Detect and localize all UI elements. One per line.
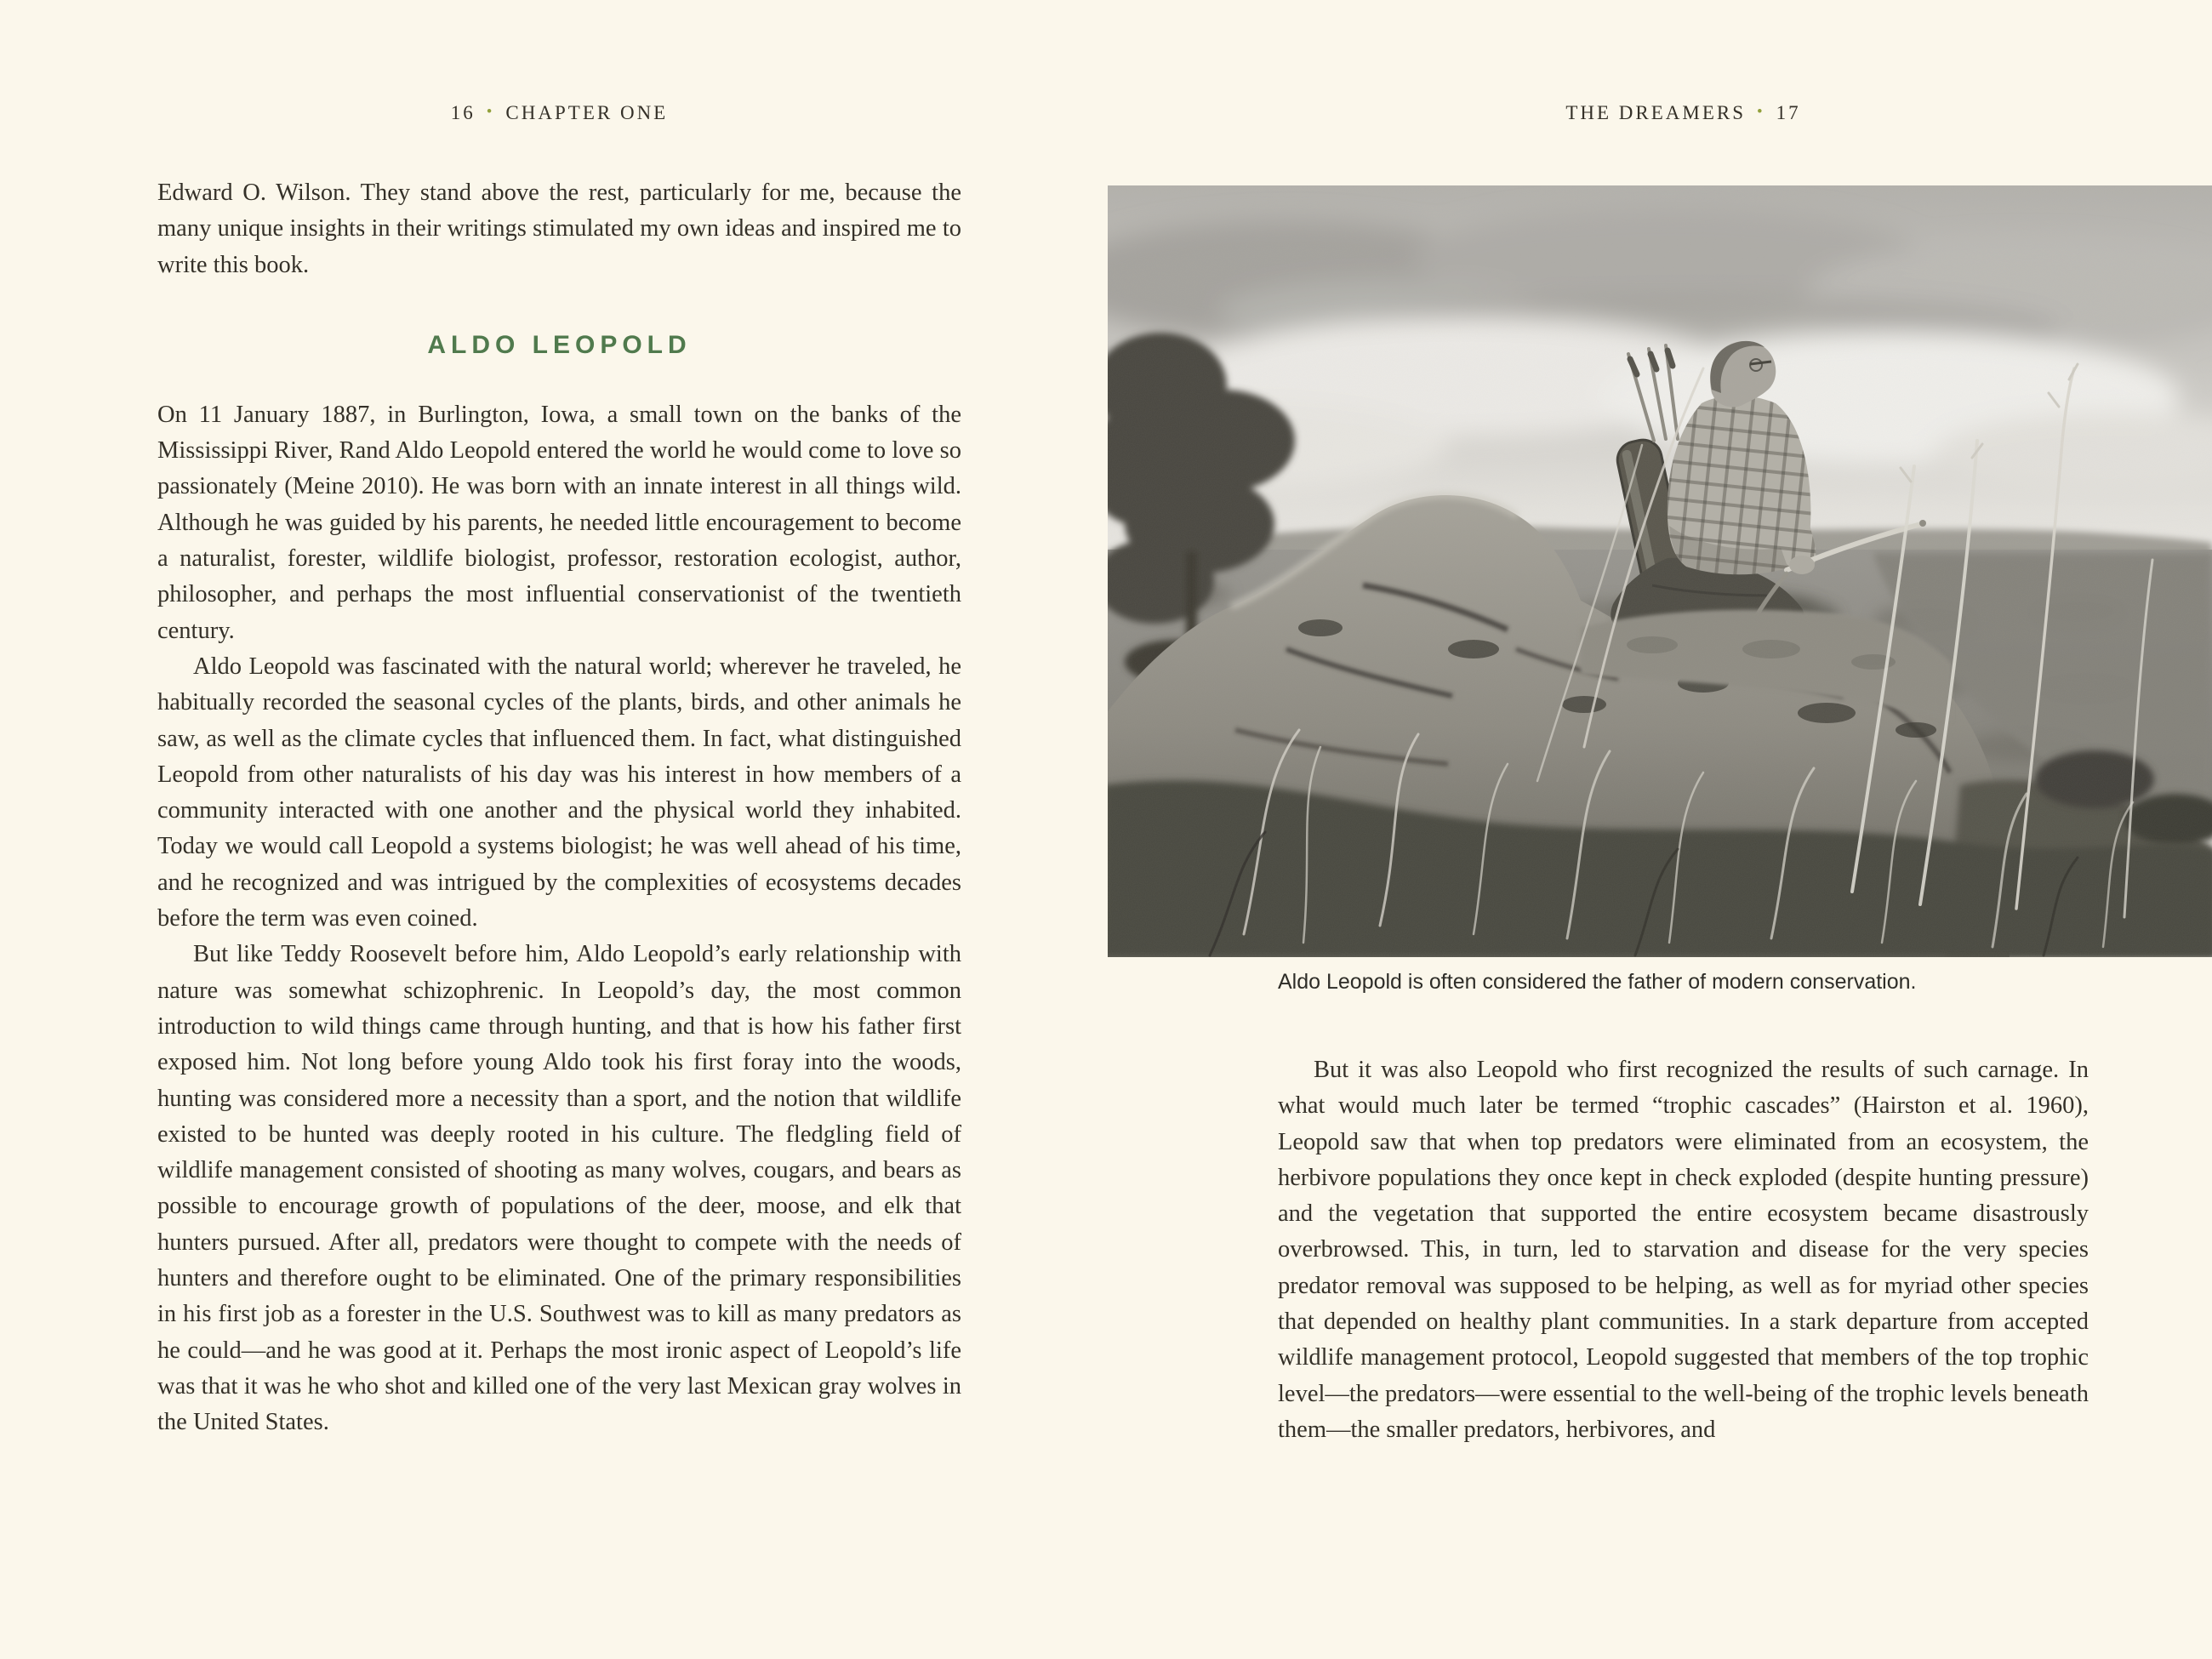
folio-dot-icon: •: [486, 103, 495, 121]
paragraph: Aldo Leopold was fascinated with the natural world; wherever he traveled, he habitually recorded the seasonal cycles of the plants, birds, and other animals he saw, as well as the climate cycles that influenced them. In fact, what distinguished Leopold from other naturalists of his day was his interest in how members of a community interacted with one another and the physical world they inhabited. Today we would call Leopold a systems biologist; he was well ahead of his time, and he recognized and was intrigued by the complexities of ecosystems decades before the term was even coined.: [157, 653, 961, 932]
section-heading: ALDO LEOPOLD: [427, 330, 692, 359]
intro-paragraphs: [157, 175, 961, 283]
left-running-head: [157, 102, 961, 124]
paragraph: Edward O. Wilson. They stand above the rest, particularly for me, because the many unique insights in their writings stimulated my own ideas and inspired me to write this book.: [157, 180, 961, 278]
right-body-paragraphs: [1278, 1052, 2089, 1448]
right-running-head-text: THE DREAMERS: [1565, 102, 1747, 123]
left-text-column: [157, 175, 961, 1441]
left-body-paragraphs: [157, 397, 961, 1441]
paragraph: On 11 January 1887, in Burlington, Iowa, a small town on the banks of the Mississippi River, Rand Aldo Leopold entered the world he would come to love so passionately (Meine 2010). He was born with an innate interest in all things wild. Although he was guided by his parents, he needed little encouragement to become a naturalist, forester, wildlife biologist, professor, restoration ecologist, author, philosopher, and perhaps the most influential conservationist of the twentieth century.: [157, 401, 961, 644]
folio-dot-icon: •: [1757, 103, 1765, 121]
right-folio: 17: [1776, 102, 1801, 123]
leopold-photo: [1108, 185, 2212, 957]
left-running-head-text: CHAPTER ONE: [505, 102, 669, 123]
right-running-head: [1278, 102, 2089, 124]
photo-caption: Aldo Leopold is often considered the father of modern conservation.: [1278, 970, 1917, 994]
paragraph: But it was also Leopold who first recognized the results of such carnage. In what would much later be termed “trophic cascades” (Hairston et al. 1960), Leopold saw that when top predators were eliminated from an ecosystem, the herbivore populations they once kept in check exploded (despite hunting pressure) and the vegetation that supported the entire ecosystem became disastrously overbrowsed. This, in turn, led to starvation and disease for the very species predator removal was supposed to be helping, as well as for myriad other species that depended on healthy plant communities. In a stark departure from accepted wildlife management protocol, Leopold suggested that members of the top trophic level—the predators—were essential to the well-being of the trophic levels beneath them—the smaller predators, herbivores, and: [1278, 1057, 2089, 1443]
paragraph: But like Teddy Roosevelt before him, Aldo Leopold’s early relationship with nature was somewhat schizophrenic. In Leopold’s day, the most common introduction to wild things came through hunting, and that is how his father first exposed him. Not long before young Aldo took his first foray into the woods, hunting was considered more a necessity than a sport, and the notion that wildlife existed to be hunted was deeply rooted in his culture. The fledgling field of wildlife management consisted of shooting as many wolves, cougars, and bears as possible to encourage growth of populations of the deer, moose, and elk that hunters pursued. After all, predators were thought to compete with the needs of hunters and therefore ought to be eliminated. One of the primary responsibilities in his first job as a forester in the U.S. Southwest was to kill as many predators as he could—and he was good at it. Perhaps the most ironic aspect of Leopold’s life was that it was he who shot and killed one of the very last Mexican gray wolves in the United States.: [157, 941, 961, 1436]
left-folio: 16: [450, 102, 476, 123]
